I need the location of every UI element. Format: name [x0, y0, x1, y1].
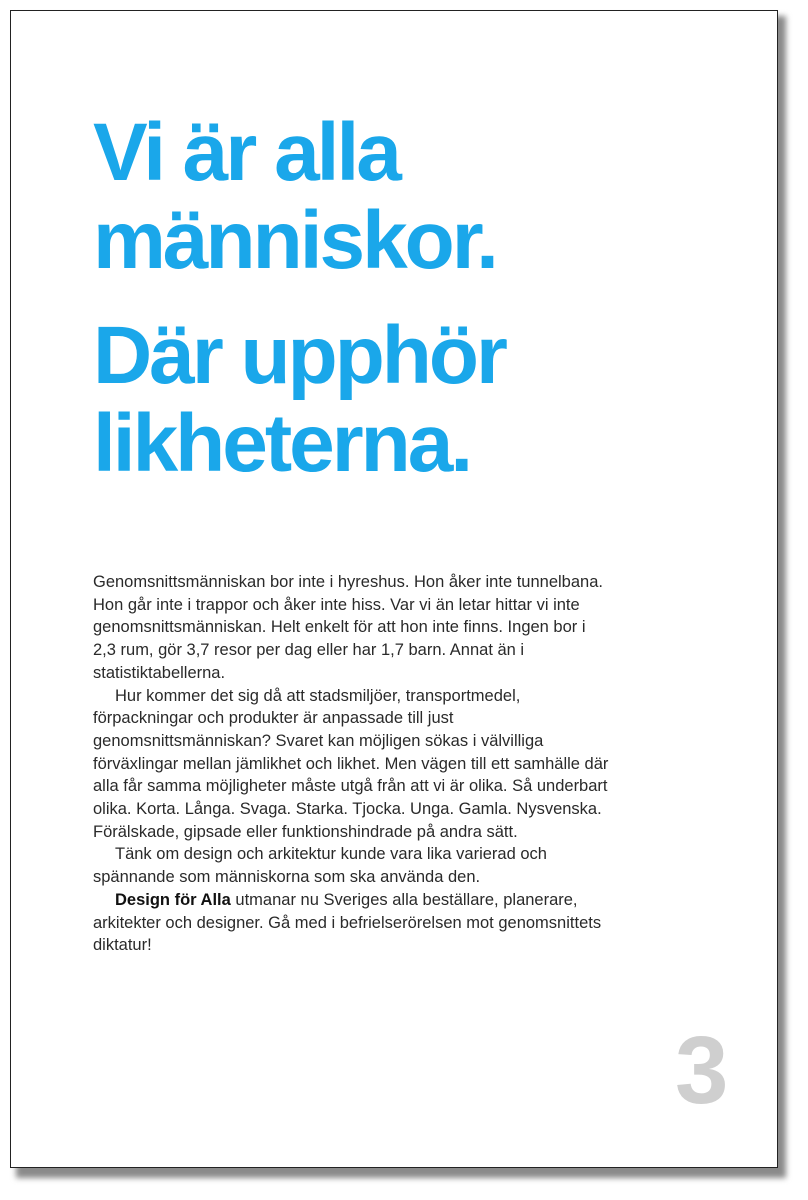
headline-line: Där upphör: [93, 310, 505, 401]
body-paragraph-1: Genomsnittsmänniskan bor inte i hyreshus. Hon åker inte tunnelbana. Hon går inte i trappor och åker inte hiss. Var vi än letar hittar vi inte genomsnittsmänniskan. Helt enkelt för att hon inte finns. Ingen bor i 2,3 rum, gör 3,7 resor per dag eller har 1,7 barn. Annat än i statistiktabellerna.: [93, 573, 603, 682]
headline-block-1: [93, 109, 753, 285]
body-paragraph-4-text: utmanar nu Sveriges alla beställare, planerare, arkitekter och designer. Gå med i befrielserörelsen mot genomsnittets diktatur!: [93, 890, 602, 955]
headline: [93, 109, 753, 488]
body-paragraph-3: Tänk om design och arkitektur kunde vara lika varierad och spännande som människorna som ska använda den.: [93, 845, 547, 887]
body-text: [93, 571, 613, 957]
headline-block-2: [93, 312, 753, 488]
headline-line: Vi är alla: [93, 107, 399, 198]
page-number: 3: [675, 1017, 729, 1124]
headline-line: människor.: [93, 195, 496, 286]
body-paragraph-2: Hur kommer det sig då att stadsmiljöer, transportmedel, förpackningar och produkter är anpassade till just genomsnittsmänniskan? Svaret kan möjligen sökas i välvilliga förväxlingar mellan jämlikhet och likhet. Men vägen till ett samhälle där alla får samma möjligheter måste utgå från att vi är olika. Så underbart olika. Korta. Långa. Svaga. Starka. Tjocka. Unga. Gamla. Nysvenska. Förälskade, gipsade eller funktionshindrade på andra sätt.: [93, 686, 609, 841]
body-paragraph-4: [93, 889, 613, 957]
campaign-name: Design för Alla: [115, 890, 231, 909]
document-page: [10, 10, 778, 1168]
headline-line: likheterna.: [93, 398, 471, 489]
